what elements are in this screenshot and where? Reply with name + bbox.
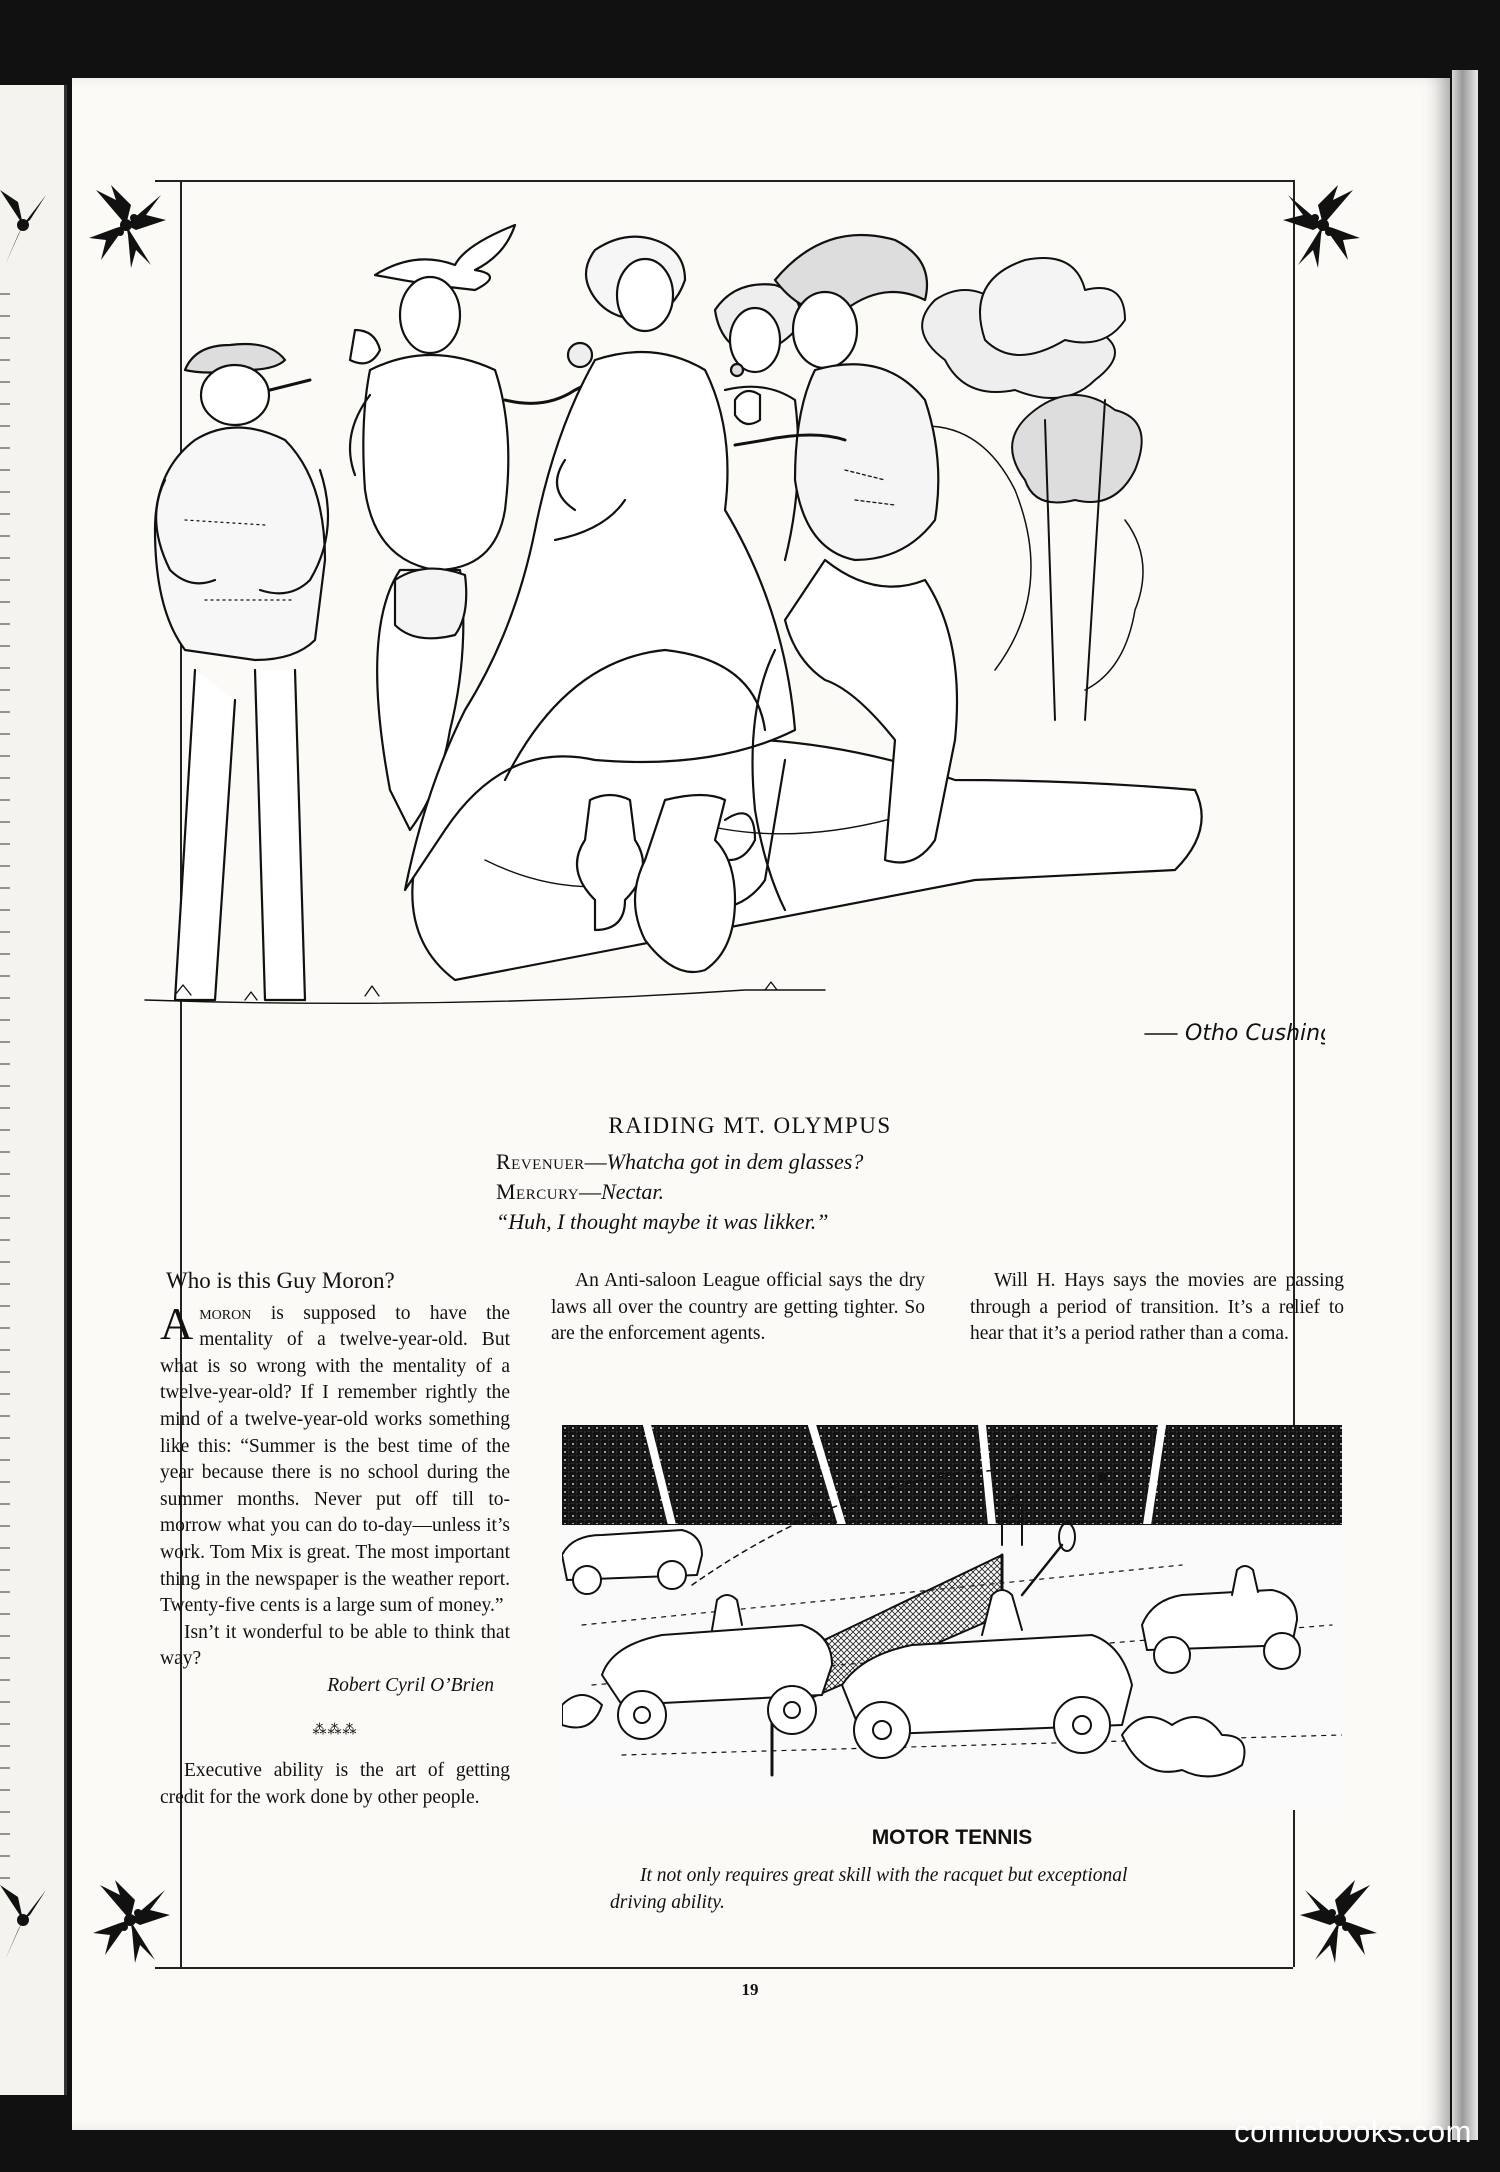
anti-saloon-item (551, 1268, 925, 1348)
filler-paragraph: Executive ability is the art of getting credit for the work done by other people. (160, 1760, 510, 1808)
caption-line: It not only requires great skill with the racquet but exceptional (640, 1865, 1128, 1886)
raiding-olympus-illustration (125, 220, 1325, 1100)
hays-item (970, 1268, 1344, 1348)
article-text: is supposed to have the mentality of a twelve-year-old. But what is so wrong with the mentality of a twelve-year-old? If I remember rightly the mind of a twelve-year-old works something like this: “Summer is the best time of the year because there is no school during the summer months. Never put off till to-morrow what you can do to-day—unless it’s work. Tom Mix is great. The most important thing in the newspaper is the weather report. Twenty-five cents is a large sum of money.” (160, 1302, 511, 1617)
speaker-name: Revenuer (496, 1149, 585, 1174)
article-closing: Isn’t it wonderful to be able to think that way? (160, 1621, 510, 1670)
dialogue-line: Revenuer—Whatcha got in dem glasses? (496, 1149, 864, 1174)
site-watermark: comicbooks.com (1234, 2114, 1472, 2149)
dialogue-text: “Huh, I thought maybe it was likker.” (496, 1209, 829, 1234)
holly-corner-ornament (0, 1875, 46, 1965)
drop-cap: A (160, 1297, 194, 1349)
tennis-cartoon-caption (610, 1862, 1340, 1916)
article-body (160, 1297, 511, 1620)
holly-corner-ornament (90, 1875, 170, 1965)
dialogue-line (496, 1207, 863, 1237)
cartoon-dialogue (496, 1147, 863, 1237)
tennis-cartoon-title: MOTOR TENNIS (871, 1826, 1033, 1849)
first-word: moron (199, 1302, 252, 1324)
item-text: An Anti-saloon League official says the dry laws all over the country are getting tighter. So are the enforcement agents. (551, 1270, 925, 1345)
dialogue-text: Nectar. (601, 1179, 665, 1204)
cartoon-title: RAIDING MT. OLYMPUS (608, 1113, 892, 1138)
section-ornament: ⁂⁂⁂ (312, 1722, 358, 1738)
page-stack-edge (1452, 70, 1478, 2140)
item-text: Will H. Hays says the movies are passing through a period of transition. It’s a relief to hear that it’s a period rather than a coma. (970, 1270, 1344, 1345)
motor-tennis-illustration (562, 1425, 1342, 1810)
article-heading: Who is this Guy Moron? (166, 1268, 395, 1293)
previous-page-edge (0, 85, 67, 2095)
article-author: Robert Cyril O’Brien (327, 1674, 494, 1696)
moron-article (160, 1268, 510, 1811)
artist-signature: Otho Cushing (1185, 1021, 1325, 1046)
dialogue-text: Whatcha got in dem glasses? (606, 1149, 864, 1174)
page-number: 19 (741, 1980, 759, 1999)
revenuer-figure (155, 344, 328, 1000)
caption-line: driving ability. (610, 1892, 725, 1913)
holly-corner-ornament (0, 180, 46, 270)
speaker-name: Mercury (496, 1179, 580, 1204)
dialogue-line: Mercury—Nectar. (496, 1179, 665, 1204)
